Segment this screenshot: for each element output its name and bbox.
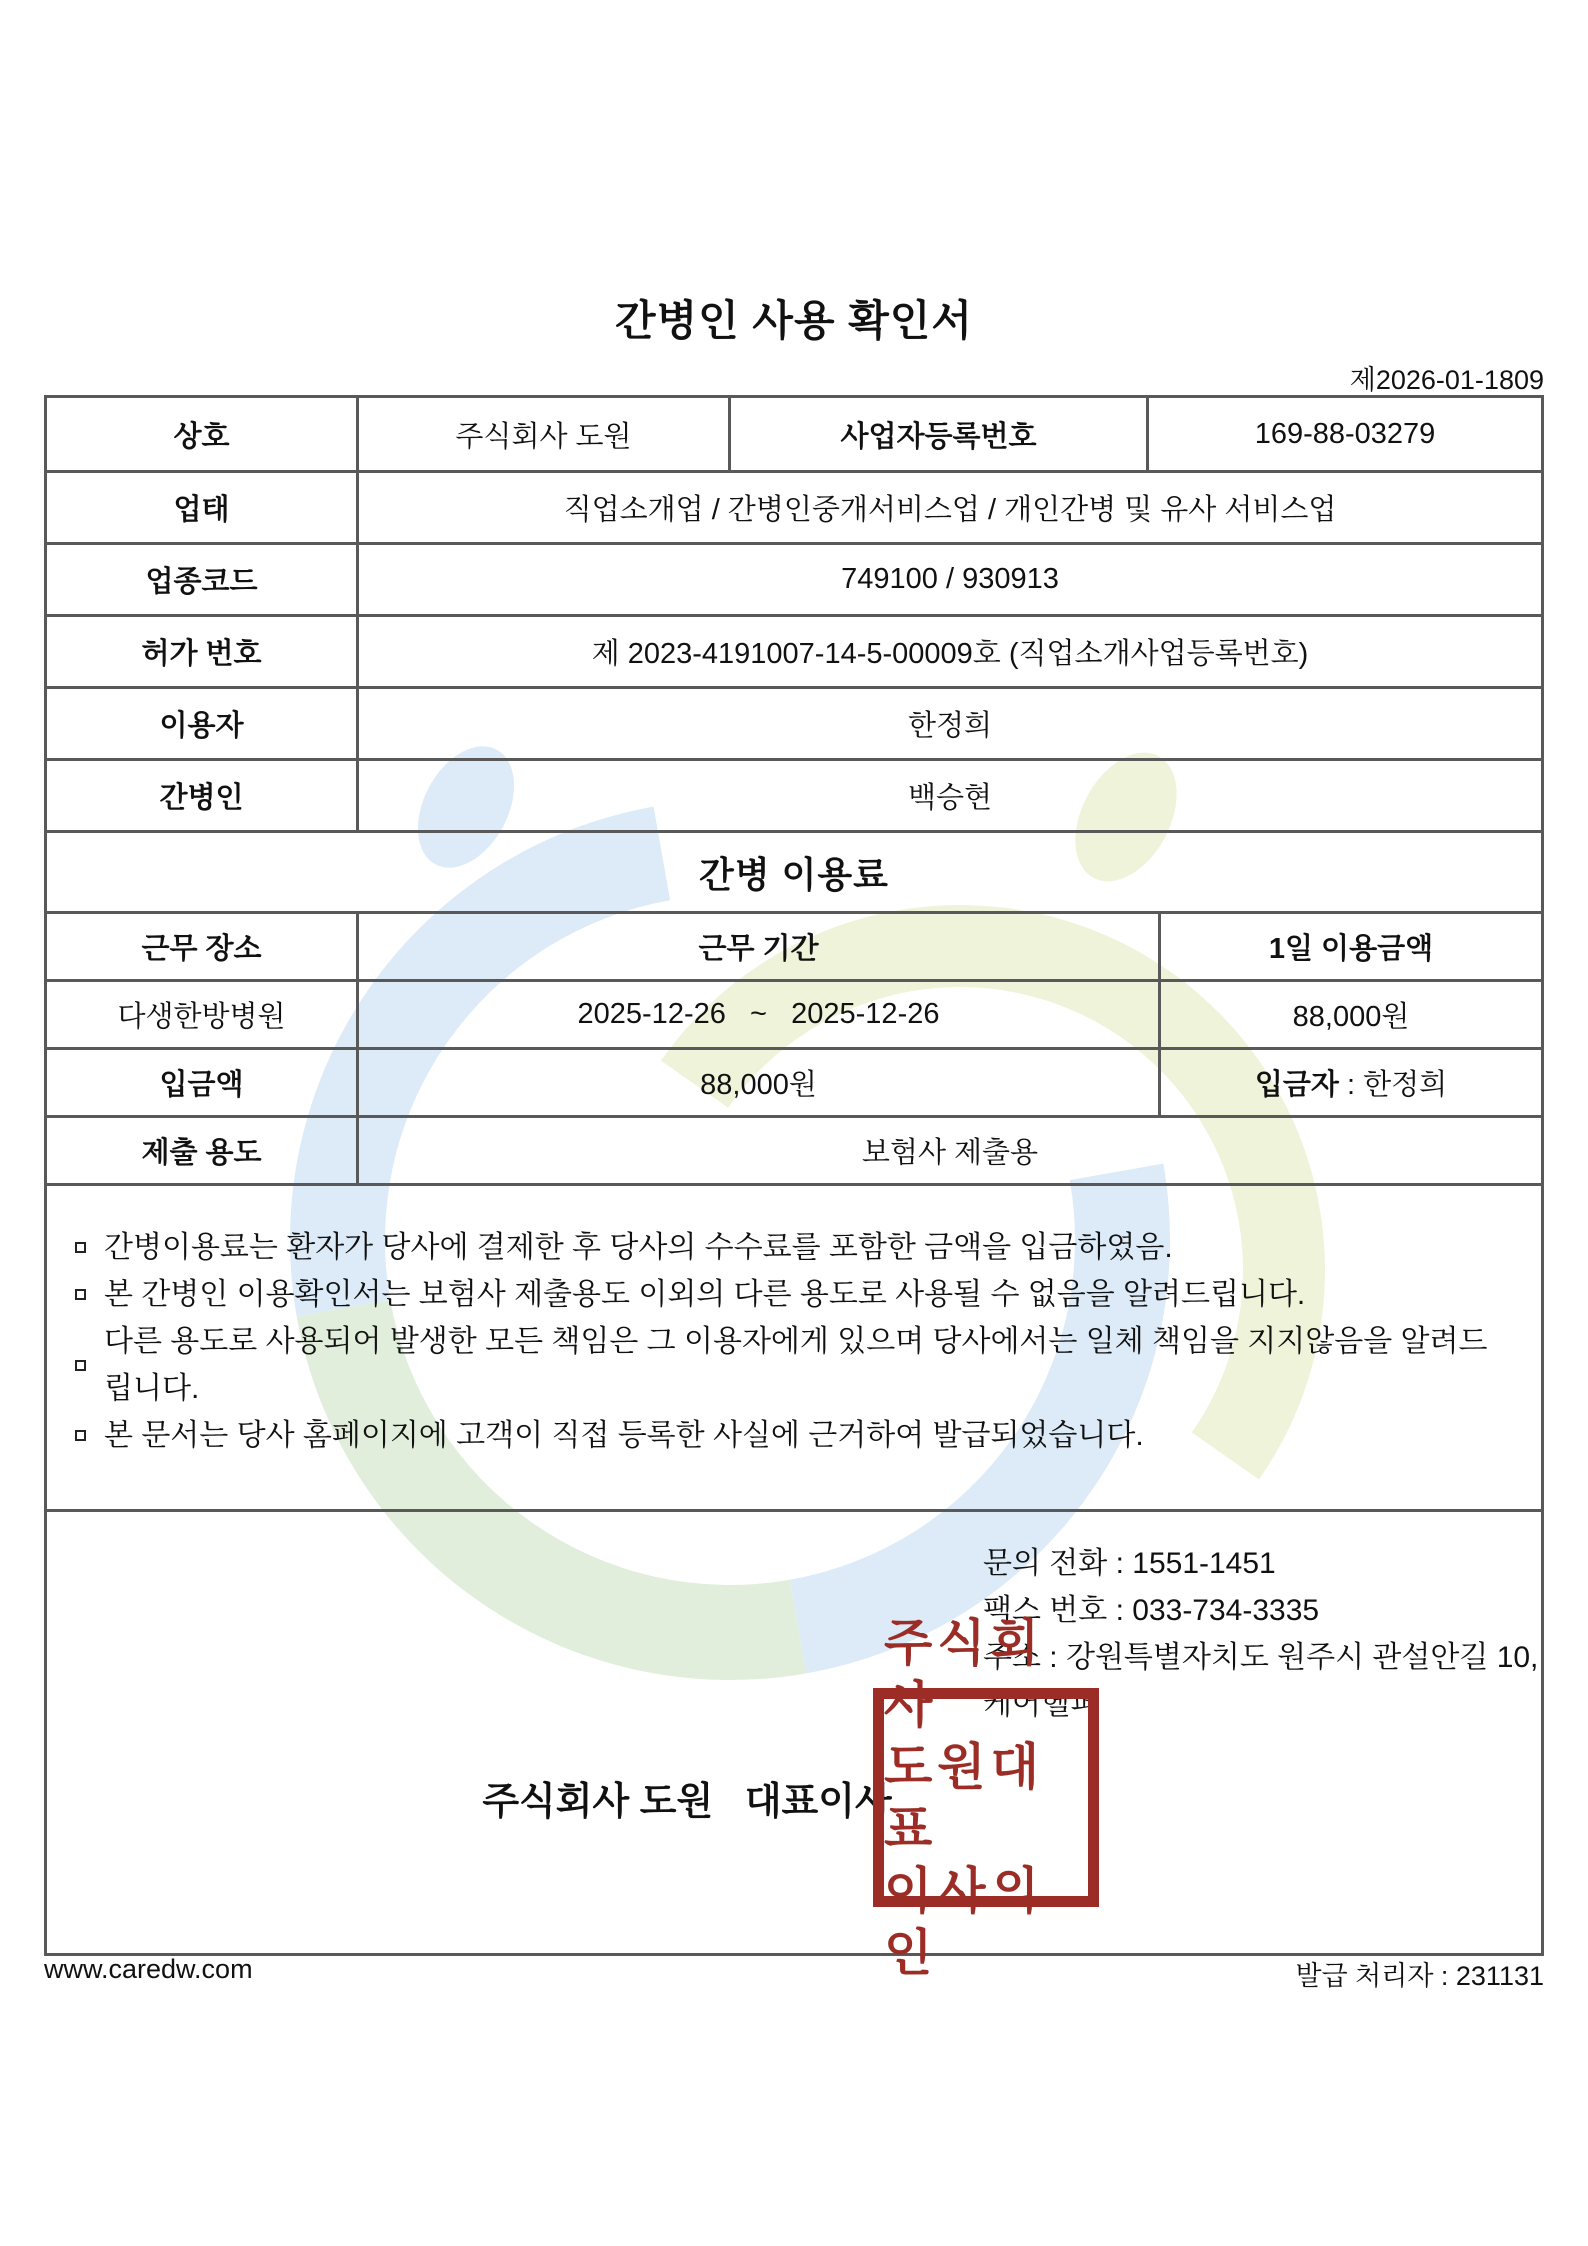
seal-text-line: 이사의인 (884, 1860, 1044, 1982)
note-bullet-icon (75, 1242, 86, 1253)
company-seal-icon (873, 1612, 1099, 1982)
biz-type-label: 업태 (173, 494, 230, 526)
fee-place-value: 다생한방병원 (117, 1001, 286, 1033)
depositor-label: 입금자 (1254, 1069, 1339, 1101)
fee-daily-fee-value: 88,000원 (1158, 982, 1541, 1047)
table-row-deposit (47, 1047, 1541, 1115)
caregiver-value: 백승현 (356, 761, 1541, 830)
user-value: 한정희 (356, 689, 1541, 758)
purpose-label: 제출 용도 (141, 1137, 262, 1169)
seal-text-line: 도원대표 (884, 1736, 1044, 1858)
caregiver-label: 간병인 (159, 782, 244, 814)
biz-type-value: 직업소개업 / 간병인중개서비스업 / 개인간병 및 유사 서비스업 (356, 473, 1541, 542)
deposit-label: 입금액 (159, 1069, 244, 1101)
depositor-cell (1158, 1050, 1541, 1115)
contact-phone: 문의 전화 : 1551-1451 (983, 1547, 1276, 1580)
company-label: 상호 (173, 420, 230, 453)
table-row-purpose (47, 1115, 1541, 1183)
permit-value: 제 2023-4191007-14-5-00009호 (직업소개사업등록번호) (356, 617, 1541, 686)
note-bullet-icon (75, 1430, 86, 1441)
footer-issuer: 발급 처리자 : 231131 (1295, 1961, 1544, 1991)
purpose-value: 보험사 제출용 (356, 1118, 1541, 1183)
note-text: 본 간병인 이용확인서는 보험사 제출용도 이외의 다른 용도로 사용될 수 없음을 알려드립니다. (104, 1278, 1306, 1311)
page-footer (44, 1954, 1544, 1993)
depositor-name: : 한정희 (1346, 1069, 1448, 1101)
table-row-notes (47, 1183, 1541, 1509)
table-row-permit (47, 614, 1541, 686)
table-row-fee-title (47, 830, 1541, 911)
biz-reg-label: 사업자등록번호 (728, 398, 1146, 470)
contact-fax: 팩스 번호 : 033-734-3335 (983, 1594, 1320, 1627)
note-text: 본 문서는 당사 홈페이지에 고객이 직접 등록한 사실에 근거하여 발급되었습니다. (104, 1419, 1144, 1452)
industry-code-label: 업종코드 (145, 566, 258, 598)
table-row-industry-code (47, 542, 1541, 614)
notes-box (47, 1186, 1541, 1509)
table-row-company (47, 398, 1541, 470)
document-number: 제2026-01-1809 (1349, 365, 1544, 395)
note-bullet-icon (75, 1360, 86, 1371)
contact-address: 주소 : 강원특별자치도 원주시 관설안길 10, 케어헬퍼 (983, 1641, 1539, 1721)
table-row-fee-values (47, 979, 1541, 1047)
fee-col-place: 근무 장소 (141, 933, 262, 965)
page-title: 간병인 사용 확인서 (615, 297, 973, 344)
note-item (75, 1224, 1511, 1271)
note-item (75, 1271, 1511, 1318)
fee-col-daily-fee: 1일 이용금액 (1158, 914, 1541, 979)
note-item (75, 1412, 1511, 1459)
biz-reg-value: 169-88-03279 (1146, 398, 1541, 470)
depositor-value (1339, 1066, 1347, 1099)
note-bullet-icon (75, 1289, 86, 1300)
table-row-user (47, 686, 1541, 758)
note-text: 간병이용료는 환자가 당사에 결제한 후 당사의 수수료를 포함한 금액을 입금하였음. (104, 1231, 1173, 1264)
note-text: 다른 용도로 사용되어 발생한 모든 책임은 그 이용자에게 있으며 당사에서는 일체 책임을 지지않음을 알려드립니다. (104, 1325, 1488, 1405)
note-item (75, 1318, 1511, 1412)
table-row-caregiver (47, 758, 1541, 830)
company-value: 주식회사 도원 (356, 398, 728, 470)
table-row-biz-type (47, 470, 1541, 542)
deposit-value: 88,000원 (356, 1050, 1158, 1115)
seal-text-line: 주식회사 (884, 1612, 1044, 1734)
signature-line: 주식회사 도원 대표이사 (482, 1781, 892, 1823)
table-row-fee-header (47, 911, 1541, 979)
fee-section-title: 간병 이용료 (699, 853, 889, 895)
footer-website: www.caredw.com (44, 1954, 253, 1984)
user-label: 이용자 (159, 710, 244, 742)
fee-period-value: 2025-12-26 ~ 2025-12-26 (356, 982, 1158, 1047)
industry-code-value: 749100 / 930913 (356, 545, 1541, 614)
permit-label: 허가 번호 (141, 638, 262, 670)
fee-col-period: 근무 기간 (356, 914, 1158, 979)
